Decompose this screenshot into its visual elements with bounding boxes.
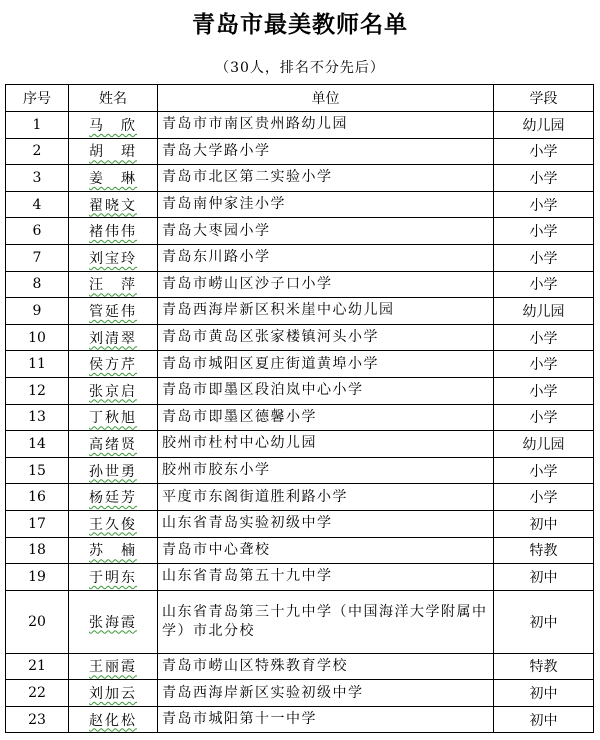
teacher-name: 刘清翠	[89, 330, 137, 347]
school-unit: 青岛大学路小学	[162, 142, 271, 159]
table-body	[6, 112, 594, 733]
teacher-name: 赵化松	[89, 712, 137, 729]
school-unit: 平度市东阁街道胜利路小学	[162, 488, 348, 505]
school-level-cell	[494, 680, 594, 707]
teacher-name-cell	[69, 165, 158, 192]
row-number: 21	[28, 658, 46, 675]
row-number: 11	[28, 356, 46, 373]
table-row	[6, 298, 594, 325]
teacher-name: 刘加云	[89, 686, 137, 703]
teacher-name-cell	[69, 377, 158, 404]
row-number-cell	[6, 404, 69, 431]
teacher-name-cell	[69, 324, 158, 351]
school-unit-cell	[158, 653, 494, 680]
teacher-name: 胡 珺	[89, 144, 137, 161]
teacher-name: 褚伟伟	[89, 224, 137, 241]
teacher-name-cell	[69, 510, 158, 537]
table-row	[6, 138, 594, 165]
school-unit: 山东省青岛实验初级中学	[162, 515, 333, 532]
row-number-cell	[6, 165, 69, 192]
teacher-name-cell	[69, 431, 158, 458]
school-unit: 青岛南仲家洼小学	[162, 196, 286, 213]
row-number: 19	[28, 568, 46, 585]
row-number: 12	[28, 382, 46, 399]
row-number-cell	[6, 590, 69, 653]
teacher-name: 管延伟	[89, 303, 137, 320]
school-level-cell	[494, 537, 594, 564]
school-unit: 青岛市即墨区段泊岚中心小学	[162, 382, 364, 399]
row-number-cell	[6, 351, 69, 378]
school-level-cell	[494, 112, 594, 139]
teacher-name: 王丽霞	[89, 659, 137, 676]
row-number: 17	[28, 515, 46, 532]
school-level: 小学	[529, 463, 558, 480]
teacher-name: 于明东	[89, 569, 137, 586]
school-unit-cell	[158, 244, 494, 271]
row-number-cell	[6, 484, 69, 511]
school-unit-cell	[158, 218, 494, 245]
school-unit-cell	[158, 680, 494, 707]
row-number-cell	[6, 537, 69, 564]
school-level: 幼儿园	[522, 303, 565, 320]
school-unit: 青岛市城阳第十一中学	[162, 711, 317, 728]
row-number-cell	[6, 191, 69, 218]
school-unit: 青岛市即墨区德馨小学	[162, 408, 317, 425]
school-level: 小学	[529, 170, 558, 187]
school-level-cell	[494, 457, 594, 484]
row-number: 4	[32, 196, 42, 213]
school-unit-cell	[158, 165, 494, 192]
school-unit-cell	[158, 112, 494, 139]
school-unit: 青岛西海岸新区积米崖中心幼儿园	[162, 302, 395, 319]
school-unit-cell	[158, 298, 494, 325]
teacher-name: 翟晓文	[89, 197, 137, 214]
row-number-cell	[6, 377, 69, 404]
table-row	[6, 191, 594, 218]
teacher-name: 苏 楠	[89, 543, 137, 560]
row-number-cell	[6, 112, 69, 139]
school-unit: 青岛市崂山区特殊教育学校	[162, 657, 348, 674]
school-unit-cell	[158, 510, 494, 537]
page-subtitle: （30人，排名不分先后）	[215, 60, 385, 76]
school-unit-cell	[158, 431, 494, 458]
school-unit: 青岛市市南区贵州路幼儿园	[162, 116, 348, 133]
school-level: 小学	[529, 383, 558, 400]
teacher-name-cell	[69, 404, 158, 431]
school-unit: 胶州市胶东小学	[162, 462, 271, 479]
teacher-name-cell	[69, 244, 158, 271]
school-level: 幼儿园	[522, 436, 565, 453]
table-header-row	[6, 85, 594, 112]
school-unit: 青岛东川路小学	[162, 249, 271, 266]
school-level: 小学	[529, 277, 558, 294]
school-unit-cell	[158, 537, 494, 564]
teacher-name-cell	[69, 298, 158, 325]
teacher-name: 张京启	[89, 383, 137, 400]
row-number: 13	[28, 409, 46, 426]
school-level: 特教	[529, 543, 558, 560]
row-number-cell	[6, 244, 69, 271]
table-row	[6, 165, 594, 192]
teacher-name: 杨廷芳	[89, 490, 137, 507]
row-number-cell	[6, 218, 69, 245]
row-number-cell	[6, 680, 69, 707]
school-level-cell	[494, 324, 594, 351]
school-level: 小学	[529, 490, 558, 507]
teacher-name-cell	[69, 537, 158, 564]
row-number-cell	[6, 510, 69, 537]
school-unit: 青岛西海岸新区实验初级中学	[162, 684, 364, 701]
teacher-name: 丁秋旭	[89, 410, 137, 427]
school-level-cell	[494, 484, 594, 511]
row-number: 14	[28, 435, 46, 452]
school-unit-cell	[158, 706, 494, 733]
school-unit-cell	[158, 351, 494, 378]
school-unit: 山东省青岛第五十九中学	[162, 568, 333, 585]
row-number-cell	[6, 653, 69, 680]
table-row	[6, 271, 594, 298]
school-level-cell	[494, 404, 594, 431]
school-unit: 青岛市中心聋校	[162, 541, 271, 558]
teacher-name-cell	[69, 564, 158, 591]
school-unit: 青岛市北区第二实验小学	[162, 169, 333, 186]
row-number-cell	[6, 706, 69, 733]
row-number-cell	[6, 271, 69, 298]
row-number-cell	[6, 324, 69, 351]
school-level: 初中	[529, 516, 558, 533]
school-level-cell	[494, 218, 594, 245]
school-level: 小学	[529, 357, 558, 374]
table-row	[6, 377, 594, 404]
school-level-cell	[494, 191, 594, 218]
table-row	[6, 112, 594, 139]
school-unit-cell	[158, 138, 494, 165]
table-row	[6, 590, 594, 653]
school-unit: 青岛市黄岛区张家楼镇河头小学	[162, 329, 379, 346]
school-level: 小学	[529, 197, 558, 214]
teacher-name-cell	[69, 138, 158, 165]
table-row	[6, 404, 594, 431]
table-row	[6, 244, 594, 271]
school-unit-cell	[158, 377, 494, 404]
teacher-name-cell	[69, 191, 158, 218]
teacher-name-cell	[69, 484, 158, 511]
row-number: 9	[32, 302, 42, 319]
teacher-name-cell	[69, 706, 158, 733]
school-level: 初中	[529, 569, 558, 586]
teacher-name-cell	[69, 653, 158, 680]
row-number-cell	[6, 138, 69, 165]
row-number: 15	[28, 462, 46, 479]
row-number: 20	[28, 613, 46, 630]
school-unit: 青岛市城阳区夏庄街道黄埠小学	[162, 355, 379, 372]
school-level: 小学	[529, 224, 558, 241]
header-unit: 单位	[158, 85, 494, 112]
row-number: 8	[32, 276, 42, 293]
school-level-cell	[494, 165, 594, 192]
teacher-name-cell	[69, 218, 158, 245]
school-level-cell	[494, 271, 594, 298]
school-unit-cell	[158, 484, 494, 511]
table-row	[6, 351, 594, 378]
teacher-name: 姜 琳	[89, 170, 137, 187]
teacher-name: 马 欣	[89, 117, 137, 134]
teacher-name-cell	[69, 457, 158, 484]
school-level-cell	[494, 653, 594, 680]
school-unit: 青岛大枣园小学	[162, 222, 271, 239]
table-row	[6, 324, 594, 351]
table-row	[6, 706, 594, 733]
row-number-cell	[6, 431, 69, 458]
school-level: 特教	[529, 659, 558, 676]
school-level: 小学	[529, 410, 558, 427]
table-row	[6, 457, 594, 484]
teacher-name-cell	[69, 271, 158, 298]
header-number: 序号	[6, 85, 69, 112]
table-row	[6, 510, 594, 537]
school-level-cell	[494, 510, 594, 537]
school-level-cell	[494, 590, 594, 653]
school-level: 小学	[529, 250, 558, 267]
school-unit-cell	[158, 271, 494, 298]
school-unit-cell	[158, 404, 494, 431]
school-level: 幼儿园	[522, 117, 565, 134]
table-row	[6, 564, 594, 591]
row-number: 3	[32, 169, 42, 186]
school-unit-cell	[158, 564, 494, 591]
school-level: 初中	[529, 614, 558, 631]
teacher-list-table	[5, 84, 594, 733]
school-unit-cell	[158, 590, 494, 653]
teacher-name: 高绪贤	[89, 436, 137, 453]
school-unit-cell	[158, 191, 494, 218]
school-unit: 胶州市杜村中心幼儿园	[162, 435, 317, 452]
row-number: 18	[28, 542, 46, 559]
teacher-name-cell	[69, 680, 158, 707]
row-number: 2	[32, 143, 42, 160]
school-level: 初中	[529, 686, 558, 703]
table-row	[6, 680, 594, 707]
table-row	[6, 537, 594, 564]
teacher-name: 王久俊	[89, 516, 137, 533]
school-level: 小学	[529, 330, 558, 347]
teacher-name-cell	[69, 112, 158, 139]
row-number: 22	[28, 685, 46, 702]
school-level-cell	[494, 431, 594, 458]
school-level-cell	[494, 244, 594, 271]
header-level: 学段	[494, 85, 594, 112]
school-level-cell	[494, 138, 594, 165]
school-level: 初中	[529, 712, 558, 729]
row-number-cell	[6, 298, 69, 325]
row-number: 23	[28, 711, 46, 728]
table-row	[6, 431, 594, 458]
teacher-name: 张海霞	[89, 614, 137, 631]
school-level-cell	[494, 298, 594, 325]
teacher-name: 汪 萍	[89, 277, 137, 294]
teacher-name-cell	[69, 590, 158, 653]
school-unit-cell	[158, 457, 494, 484]
table-row	[6, 218, 594, 245]
teacher-name-cell	[69, 351, 158, 378]
school-level-cell	[494, 377, 594, 404]
row-number: 1	[32, 116, 42, 133]
table-row	[6, 484, 594, 511]
page-title: 青岛市最美教师名单	[192, 11, 408, 38]
table-row	[6, 653, 594, 680]
school-level: 小学	[529, 144, 558, 161]
school-level-cell	[494, 351, 594, 378]
school-unit-cell	[158, 324, 494, 351]
header-name: 姓名	[69, 85, 158, 112]
teacher-name: 侯方芹	[89, 357, 137, 374]
row-number: 6	[32, 223, 42, 240]
row-number: 10	[28, 329, 46, 346]
school-unit: 青岛市崂山区沙子口小学	[162, 275, 333, 292]
teacher-name: 孙世勇	[89, 463, 137, 480]
row-number: 16	[28, 489, 46, 506]
school-level-cell	[494, 706, 594, 733]
row-number-cell	[6, 564, 69, 591]
school-level-cell	[494, 564, 594, 591]
row-number-cell	[6, 457, 69, 484]
school-unit: 山东省青岛第三十九中学（中国海洋大学附属中学）市北分校	[162, 603, 488, 639]
row-number: 7	[32, 249, 42, 266]
teacher-name: 刘宝玲	[89, 250, 137, 267]
